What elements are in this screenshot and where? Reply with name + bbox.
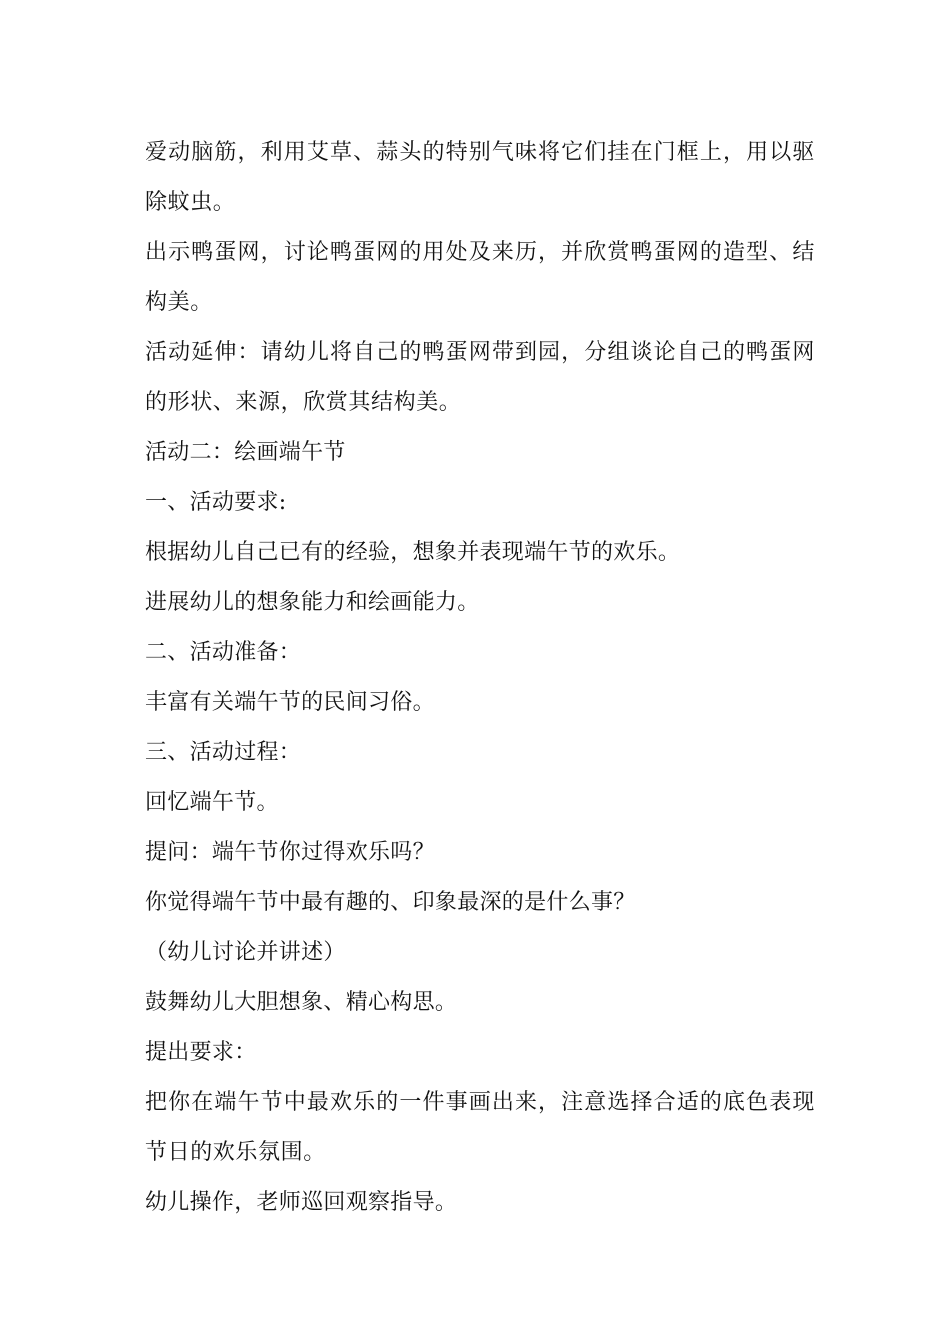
paragraph-requirements-label: 提出要求： <box>145 1040 257 1065</box>
paragraph-operation: 幼儿操作，老师巡回观察指导。 <box>145 1190 458 1215</box>
heading-activity-requirements: 一、活动要求: <box>145 490 287 515</box>
paragraph-question-1: 提问：端午节你过得欢乐吗？ <box>145 840 435 865</box>
paragraph-requirement-1: 根据幼儿自己已有的经验，想象并表现端午节的欢乐。 <box>145 540 681 565</box>
paragraph-drawing-task: 把你在端午节中最欢乐的一件事画出来，注意选择合适的底色表现节日的欢乐氛围。 <box>145 1090 815 1165</box>
paragraph-egg-net: 出示鸭蛋网，讨论鸭蛋网的用处及来历，并欣赏鸭蛋网的造型、结构美。 <box>145 240 815 315</box>
paragraph-recall: 回忆端午节。 <box>145 790 279 815</box>
paragraph-moxa-garlic: 爱动脑筋，利用艾草、蒜头的特别气味将它们挂在门框上，用以驱除蚊虫。 <box>145 140 815 215</box>
paragraph-requirement-2: 进展幼儿的想象能力和绘画能力。 <box>145 590 480 615</box>
paragraph-preparation: 丰富有关端午节的民间习俗。 <box>145 690 435 715</box>
paragraph-question-2: 你觉得端午节中最有趣的、印象最深的是什么事？ <box>145 890 636 915</box>
heading-activity-preparation: 二、活动准备： <box>145 640 302 665</box>
paragraph-activity-extension: 活动延伸：请幼儿将自己的鸭蛋网带到园，分组谈论自己的鸭蛋网的形状、来源，欣赏其结构美。 <box>145 340 815 415</box>
paragraph-discussion: （幼儿讨论并讲述） <box>145 940 346 965</box>
paragraph-encourage: 鼓舞幼儿大胆想象、精心构思。 <box>145 990 458 1015</box>
document-body <box>145 128 815 1228</box>
heading-activity-two: 活动二：绘画端午节 <box>145 440 346 465</box>
heading-activity-process: 三、活动过程： <box>145 740 302 765</box>
